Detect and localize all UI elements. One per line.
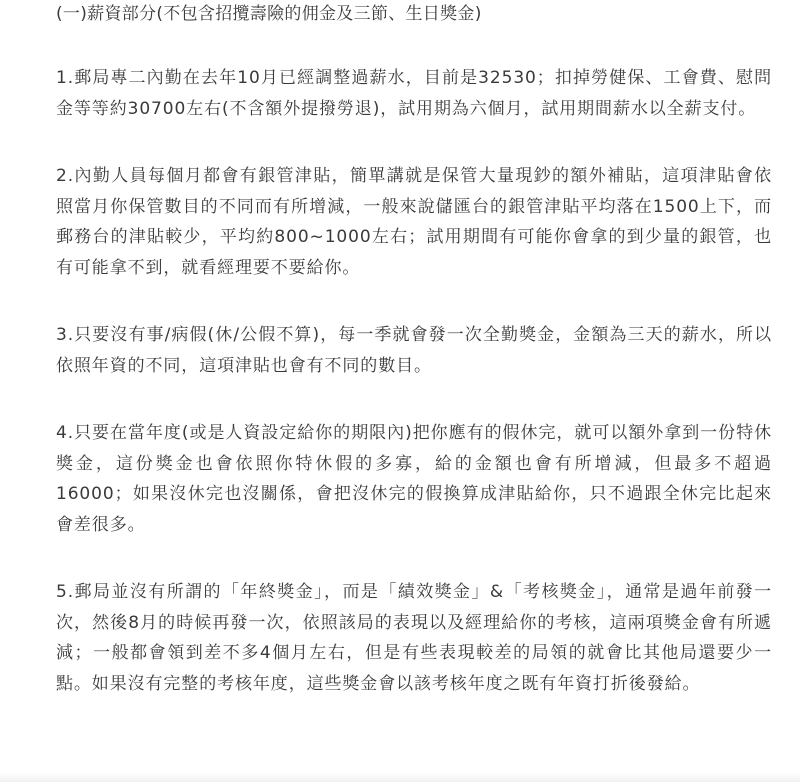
paragraph-3: 3.只要沒有事/病假(休/公假不算)，每一季就會發一次全勤獎金，金額為三天的薪水，所以依照年資的不同，這項津貼也會有不同的數目。 [56, 325, 772, 376]
paragraph-4: 4.只要在當年度(或是人資設定給你的期限內)把你應有的假休完，就可以額外拿到一份特休獎金，這份獎金也會依照你特休假的多寡，給的金額也會有所增減，但最多不超過16000；如果沒休完也沒關係，會把沒休完的假換算成津貼給你，只不過跟全休完比起來會差很多。 [56, 423, 772, 535]
section-heading: (一)薪資部分(不包含招攬壽險的佣金及三節、生日獎金) [56, 4, 482, 24]
article-body [56, 0, 772, 699]
paragraph-2: 2.內勤人員每個月都會有銀管津貼，簡單講就是保管大量現鈔的額外補貼，這項津貼會依照當月你保管數目的不同而有所增減，一般來說儲匯台的銀管津貼平均落在1500上下，而郵務台的津貼較少，平均約800~1000左右；試用期間有可能你會拿的到少量的銀管，也有可能拿不到，就看經理要不要給你。 [56, 166, 772, 278]
paragraph-1: 1.郵局專二內勤在去年10月已經調整過薪水，目前是32530；扣掉勞健保、工會費、慰問金等等約30700左右(不含額外提撥勞退)，試用期為六個月，試用期間薪水以全薪支付。 [56, 68, 772, 119]
bottom-fade [0, 772, 800, 782]
paragraph-5: 5.郵局並沒有所謂的「年終獎金」，而是「績效獎金」&「考核獎金」，通常是過年前發一次，然後8月的時候再發一次，依照該局的表現以及經理給你的考核，這兩項獎金會有所遞減；一般都會領到差不多4個月左右，但是有些表現較差的局領的就會比其他局還要少一點。如果沒有完整的考核年度，這些獎金會以該考核年度之既有年資打折後發給。 [56, 582, 772, 694]
